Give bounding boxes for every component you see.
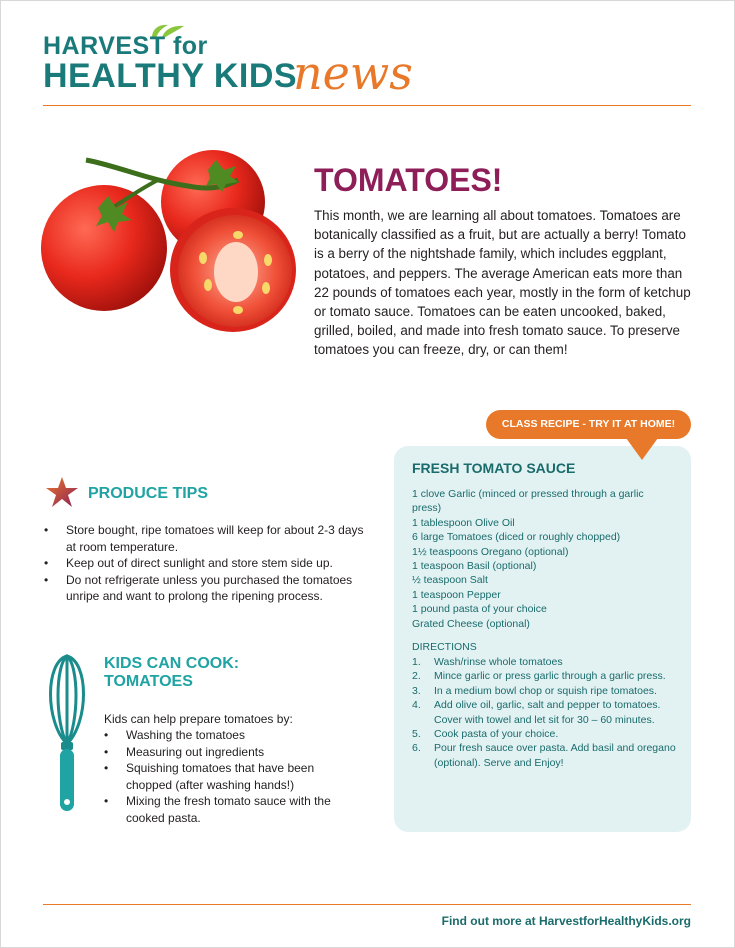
header-divider: [43, 105, 691, 106]
direction-step: [412, 669, 677, 683]
footer-divider: [43, 904, 691, 905]
step-text: In a medium bowl chop or squish ripe tomatoes.: [434, 684, 657, 697]
ingredient-item: 1 teaspoon Basil (optional): [412, 560, 537, 573]
step-text: Cook pasta of your choice.: [434, 728, 559, 741]
produce-tips-heading: PRODUCE TIPS: [88, 485, 209, 502]
step-number: 6.: [412, 742, 421, 755]
ingredient-item: 1 teaspoon Pepper: [412, 588, 501, 601]
step-number: 3.: [412, 684, 421, 697]
star-icon: [45, 476, 79, 508]
whisk-icon: [43, 652, 91, 814]
ingredients-list: [412, 487, 662, 631]
list-item: • Washing the tomatoes: [104, 727, 334, 744]
step-number: 5.: [412, 728, 421, 741]
kids-heading-line2: TOMATOES: [104, 673, 193, 690]
list-item: • Do not refrigerate unless you purchased the tomatoes unripe and want to prolong the ripening process.: [44, 572, 374, 605]
logo-line1: HARVEST for: [43, 32, 208, 60]
harvest-logo: [43, 22, 423, 112]
direction-step: [412, 727, 677, 741]
list-item: • Keep out of direct sunlight and store stem side up.: [44, 555, 374, 572]
directions-heading: DIRECTIONS: [412, 641, 477, 653]
kids-can-cook-list: [104, 727, 334, 826]
ingredient-item: 1 pound pasta of your choice: [412, 603, 547, 616]
direction-step: [412, 741, 677, 770]
ingredient-item: 1 tablespoon Olive Oil: [412, 516, 515, 529]
ingredient-item: 6 large Tomatoes (diced or roughly chopped): [412, 531, 621, 544]
ingredient-item: 1½ teaspoons Oregano (optional): [412, 545, 569, 558]
logo-line2: HEALTHY KIDS: [43, 57, 298, 95]
step-number: 2.: [412, 670, 421, 683]
kids-heading-line1: KIDS CAN COOK:: [104, 655, 240, 672]
step-number: 4.: [412, 699, 421, 712]
step-number: 1.: [412, 656, 421, 668]
ingredient-item: Grated Cheese (optional): [412, 617, 530, 630]
intro-paragraph: This month, we are learning all about tomatoes. Tomatoes are botanically classified as a fruit, but are actually a berry! Tomato is a berry of the nightshade family, which includes eggplant, potatoes, and peppers. The average American eats more than 22 pounds of tomatoes each year, mostly in the form of ketchup or tomato sauce. Tomatoes can be eaten uncooked, baked, grilled, boiled, and made into fresh tomato sauce. To preserve tomatoes you can freeze, dry, or can them!: [314, 208, 691, 358]
produce-tips-list: [44, 522, 374, 605]
list-item: • Squishing tomatoes that have been chopped (after washing hands!): [104, 760, 334, 793]
page-title: TOMATOES!: [314, 162, 503, 198]
logo-news: news: [293, 46, 413, 100]
direction-step: [412, 684, 677, 698]
directions-list: [412, 655, 677, 770]
step-text: Mince garlic or press garlic through a garlic press.: [434, 670, 666, 683]
class-recipe-tab: CLASS RECIPE - TRY IT AT HOME!: [486, 410, 691, 439]
list-item: • Mixing the fresh tomato sauce with the cooked pasta.: [104, 793, 334, 826]
kids-can-cook-heading: [104, 655, 304, 691]
kids-intro: Kids can help prepare tomatoes by:: [104, 712, 293, 726]
direction-step: [412, 698, 677, 727]
step-text: Add olive oil, garlic, salt and pepper to tomatoes. Cover with towel and let sit for 30 – 60 minutes.: [434, 699, 661, 726]
tomato-image: [38, 150, 303, 335]
list-item: • Store bought, ripe tomatoes will keep for about 2-3 days at room temperature.: [44, 522, 374, 555]
ingredient-item: 1 clove Garlic (minced or pressed through a garlic press): [412, 488, 644, 515]
footer-link-text[interactable]: Find out more at HarvestforHealthyKids.org: [441, 914, 691, 928]
recipe-tab-pointer: [626, 438, 658, 460]
step-text: Pour fresh sauce over pasta. Add basil and oregano (optional). Serve and Enjoy!: [434, 742, 676, 769]
recipe-title: FRESH TOMATO SAUCE: [412, 460, 576, 476]
list-item: • Measuring out ingredients: [104, 744, 334, 761]
ingredient-item: ½ teaspoon Salt: [412, 574, 488, 587]
step-text: Wash/rinse whole tomatoes: [434, 656, 563, 668]
direction-step: [412, 655, 677, 669]
